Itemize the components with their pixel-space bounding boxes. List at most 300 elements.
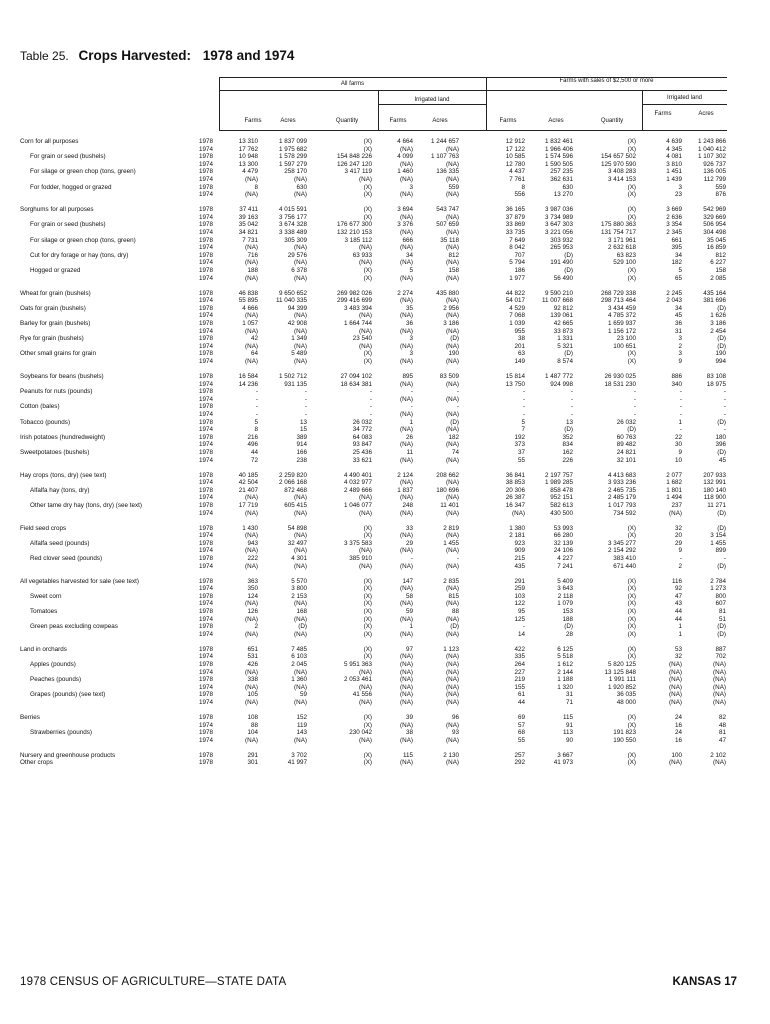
cell-farms: 666 <box>402 236 413 244</box>
cell-quantity: 36 035 <box>616 691 636 699</box>
cell-quantity: (X) <box>363 751 372 759</box>
cell-acres: (D) <box>717 335 726 343</box>
cell-acres: 812 <box>715 251 726 259</box>
cell-acres: 53 993 <box>553 524 573 532</box>
cell-acres: 119 <box>296 721 307 729</box>
cell-quantity: 154 848 226 <box>336 153 372 161</box>
cell-quantity: 4 413 683 <box>607 471 636 479</box>
row-label <box>20 714 196 722</box>
cell-farms: 4 479 <box>242 168 258 176</box>
cell-acres: 2 835 <box>443 577 459 585</box>
footer-page: KANSAS 17 <box>672 976 737 988</box>
cell-quantity: 230 042 <box>349 729 372 737</box>
table-row <box>0 350 770 358</box>
cell-farms: (NA) <box>400 176 413 183</box>
cell-acres: 1 487 772 <box>544 373 573 380</box>
cell-quantity: (X) <box>627 653 636 661</box>
table-row <box>0 608 770 616</box>
cell-quantity: 100 651 <box>613 342 636 350</box>
cell-quantity: 268 729 338 <box>600 289 636 297</box>
cell-quantity: (NA) <box>359 327 372 335</box>
cell-quantity: (D) <box>627 426 636 434</box>
cell-quantity: (X) <box>363 615 372 623</box>
cell-quantity: 63 933 <box>352 251 372 259</box>
row-label <box>20 252 206 260</box>
row-label <box>20 214 196 222</box>
cell-acres: 1 349 <box>291 335 307 343</box>
cell-acres: 153 <box>562 608 573 615</box>
table-row <box>0 578 770 586</box>
cell-farms: 2 <box>254 623 258 631</box>
cell-acres: 1 243 866 <box>697 138 726 145</box>
cell-farms: 36 165 <box>505 206 525 214</box>
cell-farms: - <box>410 555 413 562</box>
cell-quantity: (X) <box>627 585 636 593</box>
cell-farms: 5 <box>521 418 525 426</box>
cell-farms: 39 163 <box>238 213 258 221</box>
cell-acres: 2 784 <box>710 577 726 585</box>
row-label <box>20 138 196 146</box>
cell-acres: 2 118 <box>557 592 573 600</box>
cell-farms: 155 <box>514 683 525 691</box>
cell-quantity: (X) <box>363 600 372 608</box>
table-row <box>0 684 770 692</box>
row-label <box>20 146 196 154</box>
cell-acres: 9 590 210 <box>544 289 573 297</box>
cell-farms: (NA) <box>400 327 413 335</box>
row-label <box>20 547 196 555</box>
cell-farms: 126 <box>247 608 258 615</box>
cell-quantity: - <box>633 403 636 411</box>
cell-quantity: 1 920 852 <box>607 683 636 691</box>
row-year: 1974 <box>199 532 214 540</box>
row-year: 1978 <box>199 403 214 411</box>
row-label-text <box>20 396 21 403</box>
table-row <box>0 373 770 381</box>
cell-acres: (NA) <box>446 562 459 570</box>
cell-quantity: 190 550 <box>613 736 636 744</box>
cell-farms: (NA) <box>245 327 258 335</box>
table-row <box>0 419 770 427</box>
cell-acres: 800 <box>715 592 726 600</box>
cell-quantity: (X) <box>627 751 636 759</box>
cell-acres: (D) <box>564 623 573 631</box>
cell-acres: 630 <box>562 183 573 191</box>
cell-quantity: (X) <box>627 721 636 729</box>
cell-acres: - <box>723 411 726 418</box>
row-label-text: For silage or green chop (tons, green) <box>30 236 136 244</box>
row-year: 1974 <box>199 160 214 168</box>
cell-acres: 396 <box>715 441 726 449</box>
cell-farms: 7 649 <box>509 236 525 244</box>
cell-acres: (NA) <box>713 661 726 668</box>
col-header: Quantity <box>600 118 624 124</box>
cell-farms: 291 <box>514 577 525 585</box>
cell-quantity: 64 083 <box>352 433 372 441</box>
cell-acres: 158 <box>715 267 726 274</box>
cell-acres: 924 998 <box>550 380 573 388</box>
cell-farms: 7 <box>521 426 525 434</box>
cell-quantity: (X) <box>627 350 636 358</box>
cell-acres: 82 <box>718 714 726 721</box>
cell-farms: 186 <box>514 267 525 274</box>
cell-acres: (NA) <box>294 259 307 267</box>
cell-farms: 338 <box>247 676 258 684</box>
cell-farms: 895 <box>402 373 413 380</box>
cell-farms: (NA) <box>669 676 682 684</box>
cell-farms: (NA) <box>245 630 258 638</box>
row-label-text <box>20 191 21 198</box>
row-label <box>20 229 196 237</box>
cell-acres: 115 <box>562 714 573 721</box>
cell-quantity: (X) <box>363 645 372 653</box>
cell-farms: 5 <box>678 267 682 274</box>
table-row <box>0 176 770 184</box>
cell-acres: (NA) <box>446 358 459 365</box>
cell-acres: (NA) <box>446 229 459 236</box>
cell-acres: (NA) <box>446 327 459 335</box>
row-label-text: Rye for grain (bushels) <box>20 335 84 343</box>
cell-acres: 152 <box>296 714 307 721</box>
table-row <box>0 358 770 366</box>
cell-farms: 886 <box>671 373 682 380</box>
cell-farms: (NA) <box>245 342 258 350</box>
row-year: 1978 <box>199 221 214 229</box>
cell-quantity: 299 416 699 <box>336 297 372 305</box>
cell-farms: - <box>255 411 258 418</box>
cell-acres: 2 066 168 <box>278 479 307 487</box>
cell-acres: 1 832 461 <box>544 138 573 145</box>
cell-farms: 11 <box>406 449 413 456</box>
cell-acres: 1 107 302 <box>697 153 726 161</box>
cell-farms: 188 <box>247 267 258 274</box>
cell-farms: (NA) <box>669 668 682 676</box>
header-group-rule <box>219 90 727 91</box>
cell-quantity: - <box>369 403 372 411</box>
cell-quantity: (X) <box>627 532 636 540</box>
cell-farms: 23 <box>674 191 682 199</box>
row-label <box>20 403 196 411</box>
row-label-text <box>20 229 21 236</box>
row-label <box>20 335 196 343</box>
row-label-text: Tobacco (pounds) <box>20 418 71 426</box>
row-label-text <box>20 653 21 660</box>
cell-acres: 118 900 <box>703 494 726 502</box>
cell-farms: 3 354 <box>666 221 682 229</box>
cell-farms: - <box>410 388 413 396</box>
cell-farms: 531 <box>247 653 258 661</box>
cell-farms: 3 <box>678 183 682 191</box>
cell-farms: (NA) <box>400 358 413 365</box>
cell-acres: (D) <box>450 623 459 631</box>
row-year: 1978 <box>199 645 214 653</box>
table-row <box>0 691 770 699</box>
leader-dots <box>20 727 196 728</box>
cell-farms: 97 <box>405 645 413 653</box>
cell-farms: 707 <box>514 251 525 259</box>
cell-acres: 1 331 <box>557 335 573 343</box>
row-label-text: Cotton (bales) <box>20 403 60 411</box>
row-year: 1974 <box>199 585 214 593</box>
cell-farms: 103 <box>514 592 525 600</box>
cell-farms: - <box>522 411 525 418</box>
cell-farms: 7 731 <box>242 236 258 244</box>
cell-farms: 69 <box>517 714 525 721</box>
col-header: Acres <box>280 118 296 124</box>
cell-farms: (NA) <box>400 426 413 434</box>
cell-farms: 10 <box>674 456 682 464</box>
table-row <box>0 191 770 199</box>
row-year: 1974 <box>199 411 214 418</box>
cell-acres: 56 490 <box>553 274 573 282</box>
cell-acres: 3 734 989 <box>544 213 573 221</box>
col-header: Acres <box>432 118 448 124</box>
cell-farms: (NA) <box>245 532 258 540</box>
table-row <box>0 502 770 510</box>
leader-dots <box>20 196 196 197</box>
row-label <box>20 267 206 275</box>
row-label-text: Hay crops (tons, dry) (see text) <box>20 471 107 479</box>
cell-quantity: 1 156 172 <box>607 327 636 335</box>
row-year: 1974 <box>199 176 214 183</box>
row-label <box>20 691 206 699</box>
cell-farms: 40 185 <box>238 471 258 479</box>
cell-farms: 42 <box>250 335 258 343</box>
table-row <box>0 479 770 487</box>
cell-farms: - <box>679 388 682 396</box>
cell-acres: - <box>456 555 459 562</box>
cell-acres: (D) <box>717 509 726 517</box>
row-label <box>20 161 196 169</box>
cell-acres: 180 696 <box>436 486 459 494</box>
cell-farms: 17 762 <box>238 145 258 153</box>
row-label <box>20 297 196 305</box>
cell-quantity: (NA) <box>359 736 372 744</box>
row-year: 1974 <box>199 479 214 487</box>
cell-farms: 13 300 <box>238 160 258 168</box>
cell-acres: 994 <box>715 358 726 365</box>
row-label-text: Other tame dry hay (tons, dry) (see text) <box>30 502 142 509</box>
cell-farms: 44 <box>517 699 525 706</box>
cell-acres: (NA) <box>294 358 307 365</box>
cell-farms: 29 <box>674 539 682 547</box>
cell-quantity: (NA) <box>359 699 372 706</box>
cell-farms: 4 099 <box>397 153 413 161</box>
cell-acres: 607 <box>715 600 726 608</box>
cell-acres: (NA) <box>446 653 459 661</box>
table-row <box>0 532 770 540</box>
cell-farms: 26 <box>405 433 413 441</box>
row-year: 1978 <box>199 471 214 479</box>
cell-quantity: 33 621 <box>352 456 372 464</box>
table-row <box>0 525 770 533</box>
cell-acres: 32 139 <box>553 539 573 547</box>
col-header: Farms <box>654 111 672 117</box>
cell-quantity: (X) <box>363 653 372 661</box>
row-year: 1978 <box>199 759 214 767</box>
cell-quantity: 3 933 236 <box>607 479 636 487</box>
header-sales-farms: Farms with sales of $2,500 or more <box>559 78 654 84</box>
cell-quantity: (NA) <box>359 342 372 350</box>
row-label-text <box>20 616 21 623</box>
cell-acres: (NA) <box>294 600 307 608</box>
cell-farms: (NA) <box>669 699 682 706</box>
row-year: 1978 <box>199 168 214 176</box>
cell-farms: - <box>255 388 258 396</box>
cell-acres: (NA) <box>446 759 459 767</box>
table-row <box>0 653 770 661</box>
row-label-text <box>20 457 21 464</box>
row-year: 1974 <box>199 562 214 570</box>
cell-quantity: - <box>369 395 372 403</box>
table-row <box>0 328 770 336</box>
cell-quantity: (X) <box>363 138 372 145</box>
col-header: Acres <box>698 111 714 117</box>
cell-farms: 496 <box>247 441 258 449</box>
row-label-text: Wheat for grain (bushels) <box>20 289 91 297</box>
row-label-text: Peanuts for nuts (pounds) <box>20 388 93 396</box>
cell-acres: 4 015 591 <box>278 206 307 214</box>
cell-farms: (NA) <box>669 509 682 517</box>
cell-acres: (NA) <box>294 244 307 252</box>
cell-acres: 381 696 <box>703 297 726 305</box>
cell-acres: 136 005 <box>703 168 726 176</box>
cell-acres: 47 <box>718 736 726 744</box>
cell-farms: 15 814 <box>505 373 525 380</box>
table-row <box>0 616 770 624</box>
cell-acres: 208 662 <box>436 471 459 479</box>
leader-dots <box>20 515 196 516</box>
header-divider <box>486 77 487 130</box>
row-year: 1974 <box>199 312 214 320</box>
cell-farms: (NA) <box>245 615 258 623</box>
cell-farms: 26 387 <box>505 494 525 502</box>
cell-farms: 257 <box>514 751 525 759</box>
cell-acres: 92 812 <box>553 304 573 312</box>
cell-acres: 5 321 <box>557 342 573 350</box>
cell-acres: (D) <box>717 524 726 532</box>
row-label-text: For fodder, hogged or grazed <box>30 183 112 191</box>
cell-acres: - <box>723 388 726 396</box>
cell-acres: (D) <box>564 267 573 274</box>
cell-quantity: 23 540 <box>352 335 372 343</box>
row-label-text <box>20 343 21 350</box>
cell-farms: 9 <box>678 449 682 456</box>
cell-farms: 20 306 <box>505 486 525 494</box>
cell-farms: 1 494 <box>666 494 682 502</box>
table-main-title: Crops Harvested: <box>78 48 192 63</box>
cell-acres: 3 643 <box>557 585 573 593</box>
cell-farms: 29 <box>405 539 413 547</box>
row-label-text <box>20 244 21 251</box>
cell-farms: 65 <box>674 274 682 282</box>
cell-acres: 132 991 <box>703 479 726 487</box>
cell-quantity: (NA) <box>359 668 372 676</box>
cell-acres: (D) <box>450 418 459 426</box>
header-bottom-rule <box>219 130 727 131</box>
cell-farms: (NA) <box>400 509 413 517</box>
cell-farms: 55 <box>517 456 525 464</box>
row-label <box>20 684 196 692</box>
cell-acres: 2 819 <box>443 524 459 532</box>
cell-quantity: 32 101 <box>616 456 636 464</box>
leader-dots <box>20 605 196 606</box>
cell-farms: 215 <box>514 555 525 562</box>
leader-dots <box>20 302 196 303</box>
cell-acres: 1 578 299 <box>278 153 307 161</box>
cell-acres: (NA) <box>294 176 307 183</box>
cell-farms: 248 <box>402 502 413 509</box>
col-header: Farms <box>244 118 262 124</box>
cell-acres: 1 455 <box>443 539 459 547</box>
row-label-text: Apples (pounds) <box>30 661 76 668</box>
cell-acres: 180 140 <box>703 486 726 494</box>
table-row <box>0 646 770 654</box>
row-label <box>20 722 196 730</box>
leader-dots <box>20 386 196 387</box>
row-label-text <box>20 146 21 153</box>
cell-quantity: (X) <box>363 759 372 767</box>
cell-acres: 13 270 <box>553 191 573 199</box>
cell-quantity: - <box>633 411 636 418</box>
cell-acres: 83 108 <box>706 373 726 380</box>
row-label-text: Soybeans for beans (bushels) <box>20 373 104 380</box>
cell-acres: 542 969 <box>703 206 726 214</box>
cell-quantity: (NA) <box>359 562 372 570</box>
cell-farms: 59 <box>405 608 413 615</box>
cell-acres: 29 576 <box>287 251 307 259</box>
cell-acres: (NA) <box>294 547 307 555</box>
table-row <box>0 752 770 760</box>
table-row <box>0 737 770 745</box>
cell-farms: - <box>410 403 413 411</box>
cell-acres: 71 <box>565 699 573 706</box>
cell-acres: 1 989 285 <box>544 479 573 487</box>
row-year: 1978 <box>199 433 214 441</box>
cell-acres: - <box>304 403 307 411</box>
cell-acres: 2 102 <box>710 751 726 759</box>
cell-quantity: 18 634 381 <box>340 380 372 388</box>
cell-acres: 303 932 <box>550 236 573 244</box>
cell-acres: 1 244 657 <box>430 138 459 145</box>
row-year: 1978 <box>199 138 214 145</box>
cell-acres: (NA) <box>446 342 459 350</box>
row-label-text <box>20 684 21 691</box>
cell-farms: 57 <box>517 721 525 729</box>
cell-acres: (D) <box>564 350 573 358</box>
row-label <box>20 244 196 252</box>
cell-farms: 1 <box>409 623 413 631</box>
cell-farms: (NA) <box>400 532 413 540</box>
cell-farms: 2 <box>678 562 682 570</box>
table-row <box>0 381 770 389</box>
table-row <box>0 722 770 730</box>
row-year: 1978 <box>199 577 214 585</box>
cell-farms: 31 <box>674 327 682 335</box>
cell-quantity: (X) <box>363 267 372 274</box>
row-label-text <box>20 312 21 319</box>
cell-acres: 162 <box>562 449 573 456</box>
cell-acres: 24 106 <box>553 547 573 555</box>
cell-acres: (D) <box>564 251 573 259</box>
cell-quantity: (X) <box>627 183 636 191</box>
table-row <box>0 259 770 267</box>
cell-farms: 104 <box>247 729 258 737</box>
table-row <box>0 320 770 328</box>
cell-acres: 1 966 406 <box>544 145 573 153</box>
row-label-text: Land in orchards <box>20 645 67 653</box>
cell-acres: (NA) <box>294 312 307 320</box>
